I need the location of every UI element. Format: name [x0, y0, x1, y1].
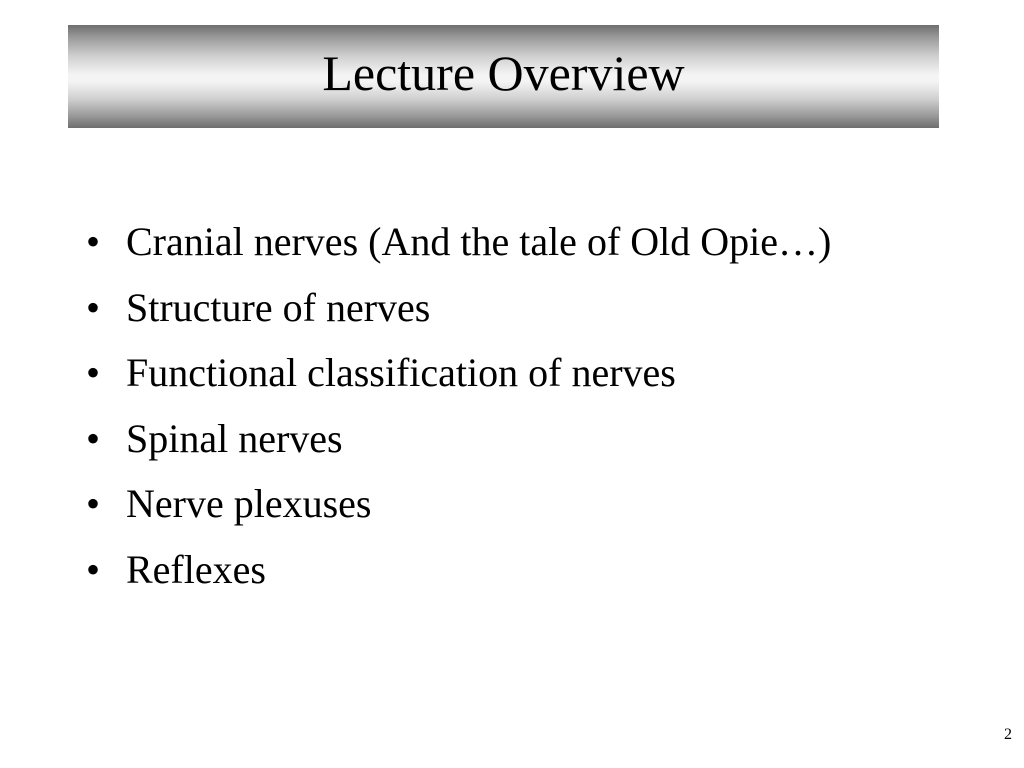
bullet-text: Spinal nerves	[126, 415, 343, 461]
bullet-item	[86, 350, 831, 419]
bullet-item	[86, 415, 831, 485]
bullet-icon: •	[86, 415, 101, 461]
bullet-text: Cranial nerves (And the tale of Old Opie…)	[126, 219, 832, 264]
bullet-text: Nerve plexuses	[126, 481, 372, 526]
bullet-item	[86, 284, 831, 354]
title-bar	[68, 25, 939, 128]
page-number: 2	[1004, 726, 1012, 743]
bullet-icon: •	[86, 219, 101, 264]
bullet-text: Functional classification of nerves	[126, 350, 676, 395]
bullet-item	[86, 546, 831, 616]
bullet-icon: •	[86, 546, 101, 592]
bullet-item	[86, 481, 831, 550]
bullet-icon: •	[86, 284, 101, 330]
bullet-icon: •	[86, 481, 101, 526]
bullet-text: Structure of nerves	[126, 284, 431, 330]
bullet-icon: •	[86, 350, 101, 395]
bullet-item	[86, 219, 832, 288]
bullet-text: Reflexes	[126, 546, 266, 592]
slide-title: Lecture Overview	[322, 44, 685, 101]
bullet-list	[86, 219, 832, 615]
